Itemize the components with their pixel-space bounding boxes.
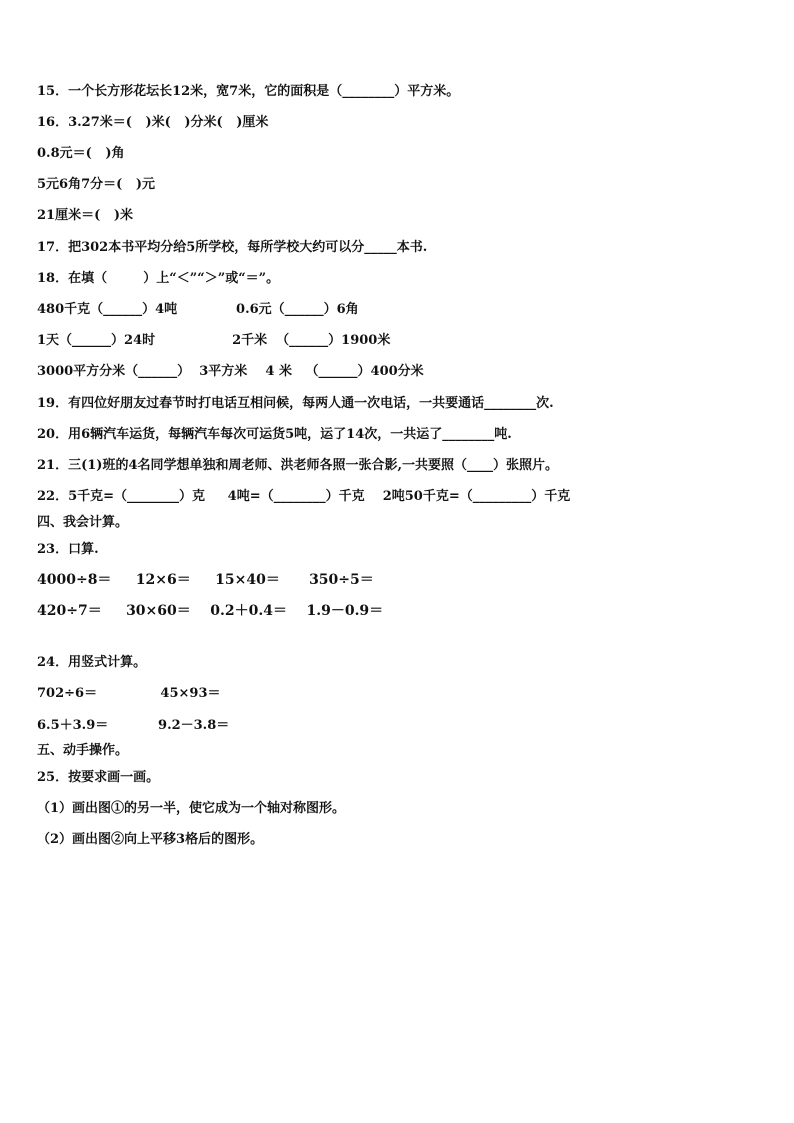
question-25-part-2: （2）画出图②向上平移3格后的图形。 (37, 832, 264, 847)
question-23: 23．口算. (37, 542, 99, 557)
question-16-part-4: 21厘米＝( )米 (37, 208, 133, 223)
question-24: 24．用竖式计算。 (37, 655, 147, 670)
question-22: 22．5千克=（________）克 4吨=（________）千克 2吨50千克=（_________）千克 (37, 489, 571, 504)
question-18-row-1: 480千克（______）4吨 0.6元（______）6角 (37, 302, 359, 317)
question-25: 25．按要求画一画。 (37, 770, 160, 785)
question-21: 21．三(1)班的4名同学想单独和周老师、洪老师各照一张合影,一共要照（____）张照片。 (37, 458, 559, 473)
question-16-part-2: 0.8元＝( )角 (37, 146, 125, 161)
question-19: 19．有四位好朋友过春节时打电话互相问候，每两人通一次电话，一共要通话________次. (37, 396, 554, 411)
question-15: 15．一个长方形花坛长12米，宽7米，它的面积是（________）平方米。 (37, 84, 460, 99)
question-18-row-3: 3000平方分米（______） 3平方米 4 米 （______）400分米 (37, 364, 424, 379)
question-16-part-3: 5元6角7分＝( )元 (37, 177, 156, 192)
mental-math-row-2: 420÷7＝ 30×60＝ 0.2＋0.4＝ 1.9－0.9＝ (37, 603, 384, 619)
question-25-part-1: （1）画出图①的另一半，使它成为一个轴对称图形。 (37, 801, 346, 816)
question-18-row-2: 1天（______）24时 2千米 （______）1900米 (37, 333, 391, 348)
question-16: 16．3.27米＝( )米( )分米( )厘米 (37, 115, 269, 130)
question-20: 20．用6辆汽车运货，每辆汽车每次可运货5吨，运了14次，一共运了________吨. (37, 427, 512, 442)
vertical-calc-row-2: 6.5＋3.9＝ 9.2－3.8＝ (37, 718, 230, 733)
question-17: 17．把302本书平均分给5所学校，每所学校大约可以分_____本书. (37, 240, 428, 255)
section-4-heading: 四、我会计算。 (37, 515, 129, 530)
question-18: 18．在填（ ）上“＜”“＞”或“＝”。 (37, 271, 280, 286)
section-5-heading: 五、动手操作。 (37, 743, 129, 758)
mental-math-row-1: 4000÷8＝ 12×6＝ 15×40＝ 350÷5＝ (37, 572, 374, 588)
vertical-calc-row-1: 702÷6＝ 45×93＝ (37, 686, 221, 701)
